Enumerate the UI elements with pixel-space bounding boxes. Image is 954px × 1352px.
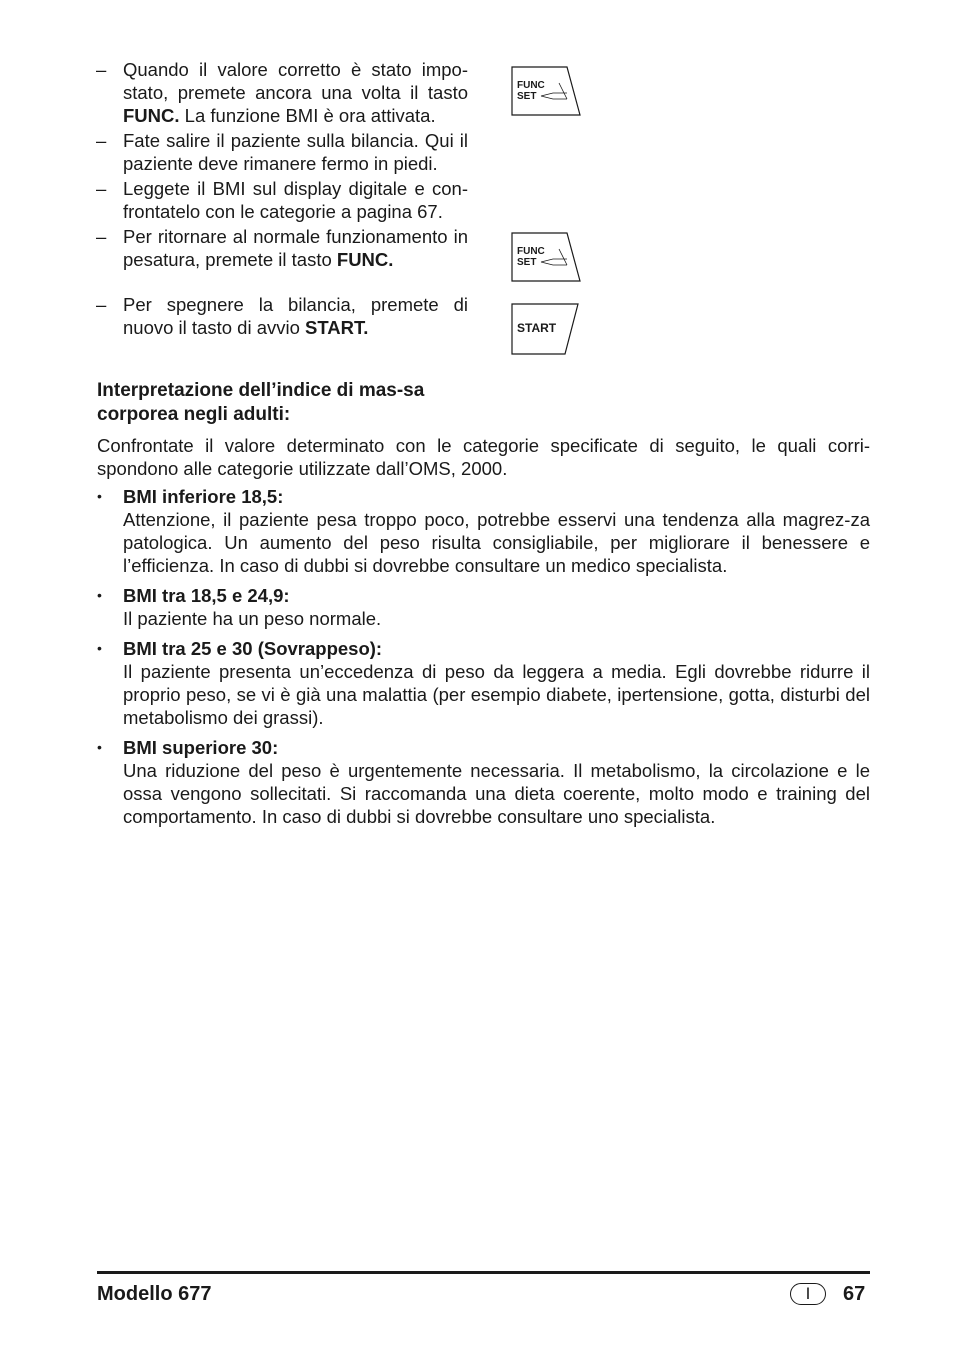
list-item (97, 637, 870, 729)
dash-marker: – (96, 178, 107, 199)
page-number: 67 (843, 1283, 866, 1305)
category-text: Attenzione, il paziente pesa troppo poco, potrebbe esservi una tendenza alla magrez-za patologica. Un aumento del peso risulta consigliabile, per migliorare il benessere e l’efficienza. In caso di dubbi si dovrebbe consultare un medico specialista. (123, 509, 870, 576)
func-key-label: FUNC (517, 80, 545, 91)
step-text-after: La funzione BMI è ora attivata. (179, 105, 436, 126)
footer-model-name: Modello 677 (97, 1283, 212, 1305)
step-key-name: START. (305, 317, 369, 338)
step-item (96, 293, 468, 339)
bullet-marker: • (97, 488, 102, 504)
bullet-marker: • (97, 587, 102, 603)
category-title: BMI superiore 30: (123, 737, 279, 758)
category-text: Il paziente presenta un’eccedenza di peso da leggera a media. Egli dovrebbe ridurre il proprio peso, se vi è già una malattia (per esempio diabete, ipertensione, gotta, disturbi del metabolismo dei grassi). (123, 661, 870, 728)
dash-marker: – (96, 294, 107, 315)
step-key-name: FUNC. (123, 105, 180, 126)
func-key-label: FUNC (517, 246, 545, 257)
step-item (96, 58, 468, 127)
list-item (97, 485, 870, 577)
dash-marker: – (96, 130, 107, 151)
dash-marker: – (96, 59, 107, 80)
category-text: Una riduzione del peso è urgentemente necessaria. Il metabolismo, la circolazione e le ossa vengono sollecitati. Si raccomanda una dieta coerente, molto modo e training del comportamento. In caso di dubbi si dovrebbe consultare uno specialista. (123, 760, 870, 827)
step-text: Quando il valore corretto è stato impo-stato, premete ancora una volta il tasto (123, 59, 468, 103)
bullet-marker: • (97, 640, 102, 656)
footer-divider (97, 1271, 870, 1274)
bullet-marker: • (97, 739, 102, 755)
step-key-name: FUNC. (336, 249, 394, 270)
step-item (96, 225, 468, 271)
start-key-label: START (517, 321, 557, 335)
step-item (96, 177, 468, 223)
category-text: Il paziente ha un peso normale. (123, 608, 382, 629)
category-title: BMI tra 25 e 30 (Sovrappeso): (123, 638, 383, 659)
step-text: Leggete il BMI sul display digitale e con-frontatelo con le categorie a pagina 67. (123, 178, 468, 222)
set-key-label: SET (517, 257, 537, 268)
func-set-key-icon (511, 66, 581, 116)
category-title: BMI inferiore 18,5: (123, 486, 284, 507)
section-heading: Interpretazione dell’indice di mas-sa corporea negli adulti: (97, 380, 425, 425)
step-text: Per spegnere la bilancia, premete di nuovo il tasto di avvio (123, 294, 468, 338)
dash-marker: – (96, 226, 107, 247)
func-set-key-icon (511, 232, 581, 282)
set-key-label: SET (517, 91, 537, 102)
list-item (97, 736, 870, 828)
instruction-steps (96, 58, 468, 341)
start-key-icon (511, 303, 581, 353)
language-badge: I (790, 1283, 826, 1305)
list-item (97, 584, 870, 630)
step-item (96, 129, 468, 175)
category-title: BMI tra 18,5 e 24,9: (123, 585, 290, 606)
section-intro: Confrontate il valore determinato con le categorie specificate di seguito, le quali corri-spondono alle categorie utilizzate dall’OMS, 2000. (97, 435, 870, 479)
step-text: Fate salire il paziente sulla bilancia. Qui il paziente deve rimanere fermo in piedi. (123, 130, 468, 174)
step-text: Per ritornare al normale funzionamento in pesatura, premete il tasto (123, 226, 468, 270)
bmi-categories-list (97, 485, 870, 835)
